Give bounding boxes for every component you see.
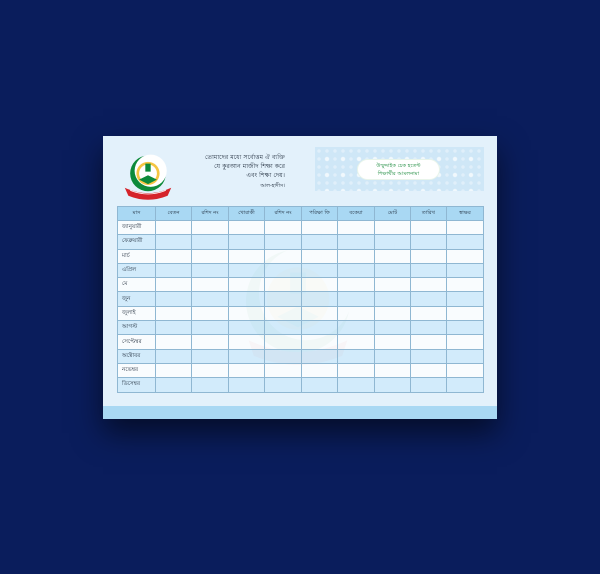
title-pill [357, 159, 440, 180]
entry-cell[interactable] [192, 221, 229, 235]
entry-cell[interactable] [375, 378, 411, 392]
entry-cell[interactable] [156, 306, 192, 320]
entry-cell[interactable] [338, 349, 375, 363]
table-row [118, 378, 484, 392]
entry-cell[interactable] [411, 235, 447, 249]
table-row [118, 335, 484, 349]
entry-cell[interactable] [411, 335, 447, 349]
entry-cell[interactable] [338, 221, 375, 235]
entry-cell[interactable] [265, 349, 302, 363]
entry-cell[interactable] [302, 363, 338, 377]
entry-cell[interactable] [192, 321, 229, 335]
col-header-month: মাস [118, 207, 156, 221]
entry-cell[interactable] [265, 378, 302, 392]
entry-cell[interactable] [192, 363, 229, 377]
month-cell: ফেব্রুয়ারী [118, 235, 156, 249]
hadith-line-3: এবং শিক্ষা দেয়। [246, 172, 285, 180]
table-row [118, 321, 484, 335]
col-header-due: বকেয়া [338, 207, 375, 221]
entry-cell[interactable] [156, 263, 192, 277]
table-row [118, 278, 484, 292]
entry-cell[interactable] [411, 321, 447, 335]
entry-cell[interactable] [302, 335, 338, 349]
col-header-receipt-no-2: রশিদ নং [265, 207, 302, 221]
entry-cell[interactable] [265, 292, 302, 306]
col-header-salary: বেতন [156, 207, 192, 221]
month-cell: অক্টোবর [118, 349, 156, 363]
col-header-receipt-no: রশিদ নং [192, 207, 229, 221]
entry-cell[interactable] [375, 278, 411, 292]
entry-cell[interactable] [338, 335, 375, 349]
month-cell: জুলাই [118, 306, 156, 320]
col-header-food: খোরাকী [229, 207, 265, 221]
entry-cell[interactable] [447, 363, 484, 377]
entry-cell[interactable] [302, 235, 338, 249]
entry-cell[interactable] [265, 335, 302, 349]
entry-cell[interactable] [447, 349, 484, 363]
hadith-line-1: তোমাদের মধ্যে সর্বোত্তম ঐ ব্যক্তি [204, 154, 285, 161]
month-cell: মার্চ [118, 249, 156, 263]
entry-cell[interactable] [447, 278, 484, 292]
month-cell: জুন [118, 292, 156, 306]
entry-cell[interactable] [229, 278, 265, 292]
entry-cell[interactable] [156, 335, 192, 349]
entry-cell[interactable] [156, 221, 192, 235]
entry-cell[interactable] [411, 292, 447, 306]
hadith-line-2: যে কুরআন মাজীদ শিক্ষা করে [214, 163, 285, 171]
month-cell: আগস্ট [118, 321, 156, 335]
month-cell: এপ্রিল [118, 263, 156, 277]
entry-cell[interactable] [156, 378, 192, 392]
table-row [118, 221, 484, 235]
entry-cell[interactable] [411, 363, 447, 377]
entry-cell[interactable] [229, 321, 265, 335]
entry-cell[interactable] [447, 292, 484, 306]
month-cell: ডিসেম্বর [118, 378, 156, 392]
entry-cell[interactable] [447, 249, 484, 263]
entry-cell[interactable] [375, 349, 411, 363]
entry-cell[interactable] [265, 221, 302, 235]
entry-cell[interactable] [375, 306, 411, 320]
entry-cell[interactable] [265, 235, 302, 249]
entry-cell[interactable] [447, 306, 484, 320]
month-cell: জানুয়ারী [118, 221, 156, 235]
entry-cell[interactable] [375, 263, 411, 277]
title-banner [315, 147, 484, 191]
entry-cell[interactable] [229, 292, 265, 306]
hadith-quote [183, 153, 285, 190]
entry-cell[interactable] [375, 249, 411, 263]
entry-cell[interactable] [375, 221, 411, 235]
entry-cell[interactable] [302, 221, 338, 235]
entry-cell[interactable] [265, 249, 302, 263]
col-header-exam-fee: পরিক্ষা ফি [302, 207, 338, 221]
entry-cell[interactable] [375, 235, 411, 249]
table-header-row [118, 207, 484, 221]
table-row [118, 306, 484, 320]
month-cell: নভেম্বর [118, 363, 156, 377]
entry-cell[interactable] [156, 349, 192, 363]
banner-line-2: শিক্ষার্থীর আমলনামা [377, 171, 420, 177]
banner-line-1: উম্মুদ্দাইক চেক হতেন্ট [376, 163, 421, 169]
entry-cell[interactable] [411, 378, 447, 392]
hadith-source: আল-হাদীস। [260, 182, 285, 189]
entry-cell[interactable] [265, 306, 302, 320]
entry-cell[interactable] [192, 263, 229, 277]
col-header-date: তারিখ [411, 207, 447, 221]
month-cell: মে [118, 278, 156, 292]
entry-cell[interactable] [229, 306, 265, 320]
entry-cell[interactable] [338, 249, 375, 263]
entry-cell[interactable] [265, 278, 302, 292]
entry-cell[interactable] [375, 363, 411, 377]
entry-cell[interactable] [192, 235, 229, 249]
entry-cell[interactable] [229, 349, 265, 363]
table-row [118, 249, 484, 263]
fee-card [103, 136, 497, 419]
entry-cell[interactable] [265, 363, 302, 377]
entry-cell[interactable] [229, 263, 265, 277]
entry-cell[interactable] [447, 235, 484, 249]
entry-cell[interactable] [156, 363, 192, 377]
entry-cell[interactable] [338, 378, 375, 392]
fee-table [117, 206, 484, 393]
entry-cell[interactable] [156, 292, 192, 306]
table-row [118, 292, 484, 306]
entry-cell[interactable] [411, 278, 447, 292]
entry-cell[interactable] [192, 378, 229, 392]
col-header-signature: স্বাক্ষর [447, 207, 484, 221]
entry-cell[interactable] [265, 321, 302, 335]
entry-cell[interactable] [302, 349, 338, 363]
entry-cell[interactable] [229, 363, 265, 377]
entry-cell[interactable] [229, 235, 265, 249]
table-body [118, 221, 484, 393]
entry-cell[interactable] [265, 263, 302, 277]
entry-cell[interactable] [375, 321, 411, 335]
entry-cell[interactable] [229, 378, 265, 392]
entry-cell[interactable] [302, 378, 338, 392]
entry-cell[interactable] [192, 292, 229, 306]
entry-cell[interactable] [411, 263, 447, 277]
entry-cell[interactable] [229, 335, 265, 349]
entry-cell[interactable] [192, 306, 229, 320]
entry-cell[interactable] [447, 263, 484, 277]
entry-cell[interactable] [229, 249, 265, 263]
table-row [118, 349, 484, 363]
entry-cell[interactable] [338, 235, 375, 249]
entry-cell[interactable] [156, 278, 192, 292]
entry-cell[interactable] [302, 249, 338, 263]
entry-cell[interactable] [338, 278, 375, 292]
madrasa-emblem-icon [121, 152, 175, 202]
table-row [118, 263, 484, 277]
entry-cell[interactable] [411, 221, 447, 235]
entry-cell[interactable] [338, 292, 375, 306]
entry-cell[interactable] [192, 278, 229, 292]
footer-band [103, 406, 497, 419]
entry-cell[interactable] [302, 306, 338, 320]
entry-cell[interactable] [302, 292, 338, 306]
entry-cell[interactable] [375, 335, 411, 349]
entry-cell[interactable] [447, 335, 484, 349]
month-cell: সেপ্টেম্বর [118, 335, 156, 349]
entry-cell[interactable] [192, 335, 229, 349]
table-row [118, 235, 484, 249]
entry-cell[interactable] [192, 349, 229, 363]
entry-cell[interactable] [338, 306, 375, 320]
entry-cell[interactable] [447, 378, 484, 392]
col-header-total: মোট [375, 207, 411, 221]
entry-cell[interactable] [229, 221, 265, 235]
entry-cell[interactable] [447, 321, 484, 335]
entry-cell[interactable] [156, 321, 192, 335]
entry-cell[interactable] [302, 278, 338, 292]
entry-cell[interactable] [375, 292, 411, 306]
entry-cell[interactable] [411, 306, 447, 320]
entry-cell[interactable] [338, 263, 375, 277]
entry-cell[interactable] [411, 349, 447, 363]
entry-cell[interactable] [411, 249, 447, 263]
entry-cell[interactable] [338, 321, 375, 335]
entry-cell[interactable] [338, 363, 375, 377]
entry-cell[interactable] [156, 249, 192, 263]
entry-cell[interactable] [192, 249, 229, 263]
entry-cell[interactable] [156, 235, 192, 249]
entry-cell[interactable] [302, 263, 338, 277]
entry-cell[interactable] [302, 321, 338, 335]
entry-cell[interactable] [447, 221, 484, 235]
table-row [118, 363, 484, 377]
